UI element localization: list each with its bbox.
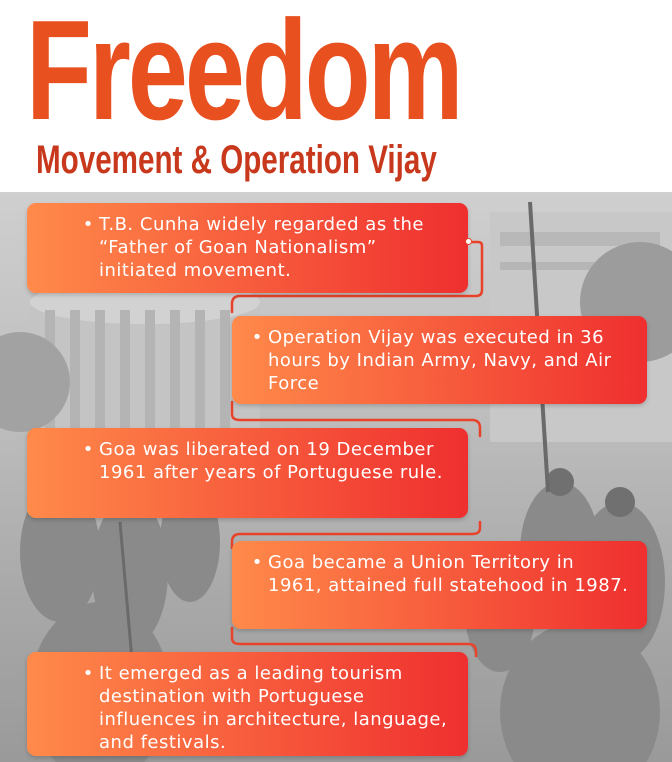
header [0, 0, 672, 192]
bullet-icon: • [82, 214, 94, 235]
card-text: Goa was liberated on 19 December 1961 after years of Portuguese rule. [99, 439, 443, 483]
timeline-card-5 [27, 652, 468, 756]
timeline-card-2 [232, 316, 647, 404]
bullet-icon: • [251, 552, 263, 573]
timeline-card-3 [27, 428, 468, 518]
bullet-icon: • [82, 663, 94, 684]
page-subtitle: Movement & Operation Vijay [36, 138, 437, 182]
timeline-card-4 [232, 541, 647, 629]
card-text: It emerged as a leading tourism destination with Portuguese influences in architecture, language, and festivals. [99, 663, 448, 753]
connector-dot [465, 238, 472, 245]
card-text: T.B. Cunha widely regarded as the “Father of Goan Nationalism” initiated movement. [99, 214, 424, 281]
timeline-card-1 [27, 203, 468, 293]
card-text: Operation Vijay was executed in 36 hours by Indian Army, Navy, and Air Force [268, 327, 612, 394]
card-text: Goa became a Union Territory in 1961, attained full statehood in 1987. [268, 552, 629, 596]
bullet-icon: • [82, 439, 94, 460]
bullet-icon: • [251, 327, 263, 348]
page-title: Freedom [26, 0, 461, 150]
